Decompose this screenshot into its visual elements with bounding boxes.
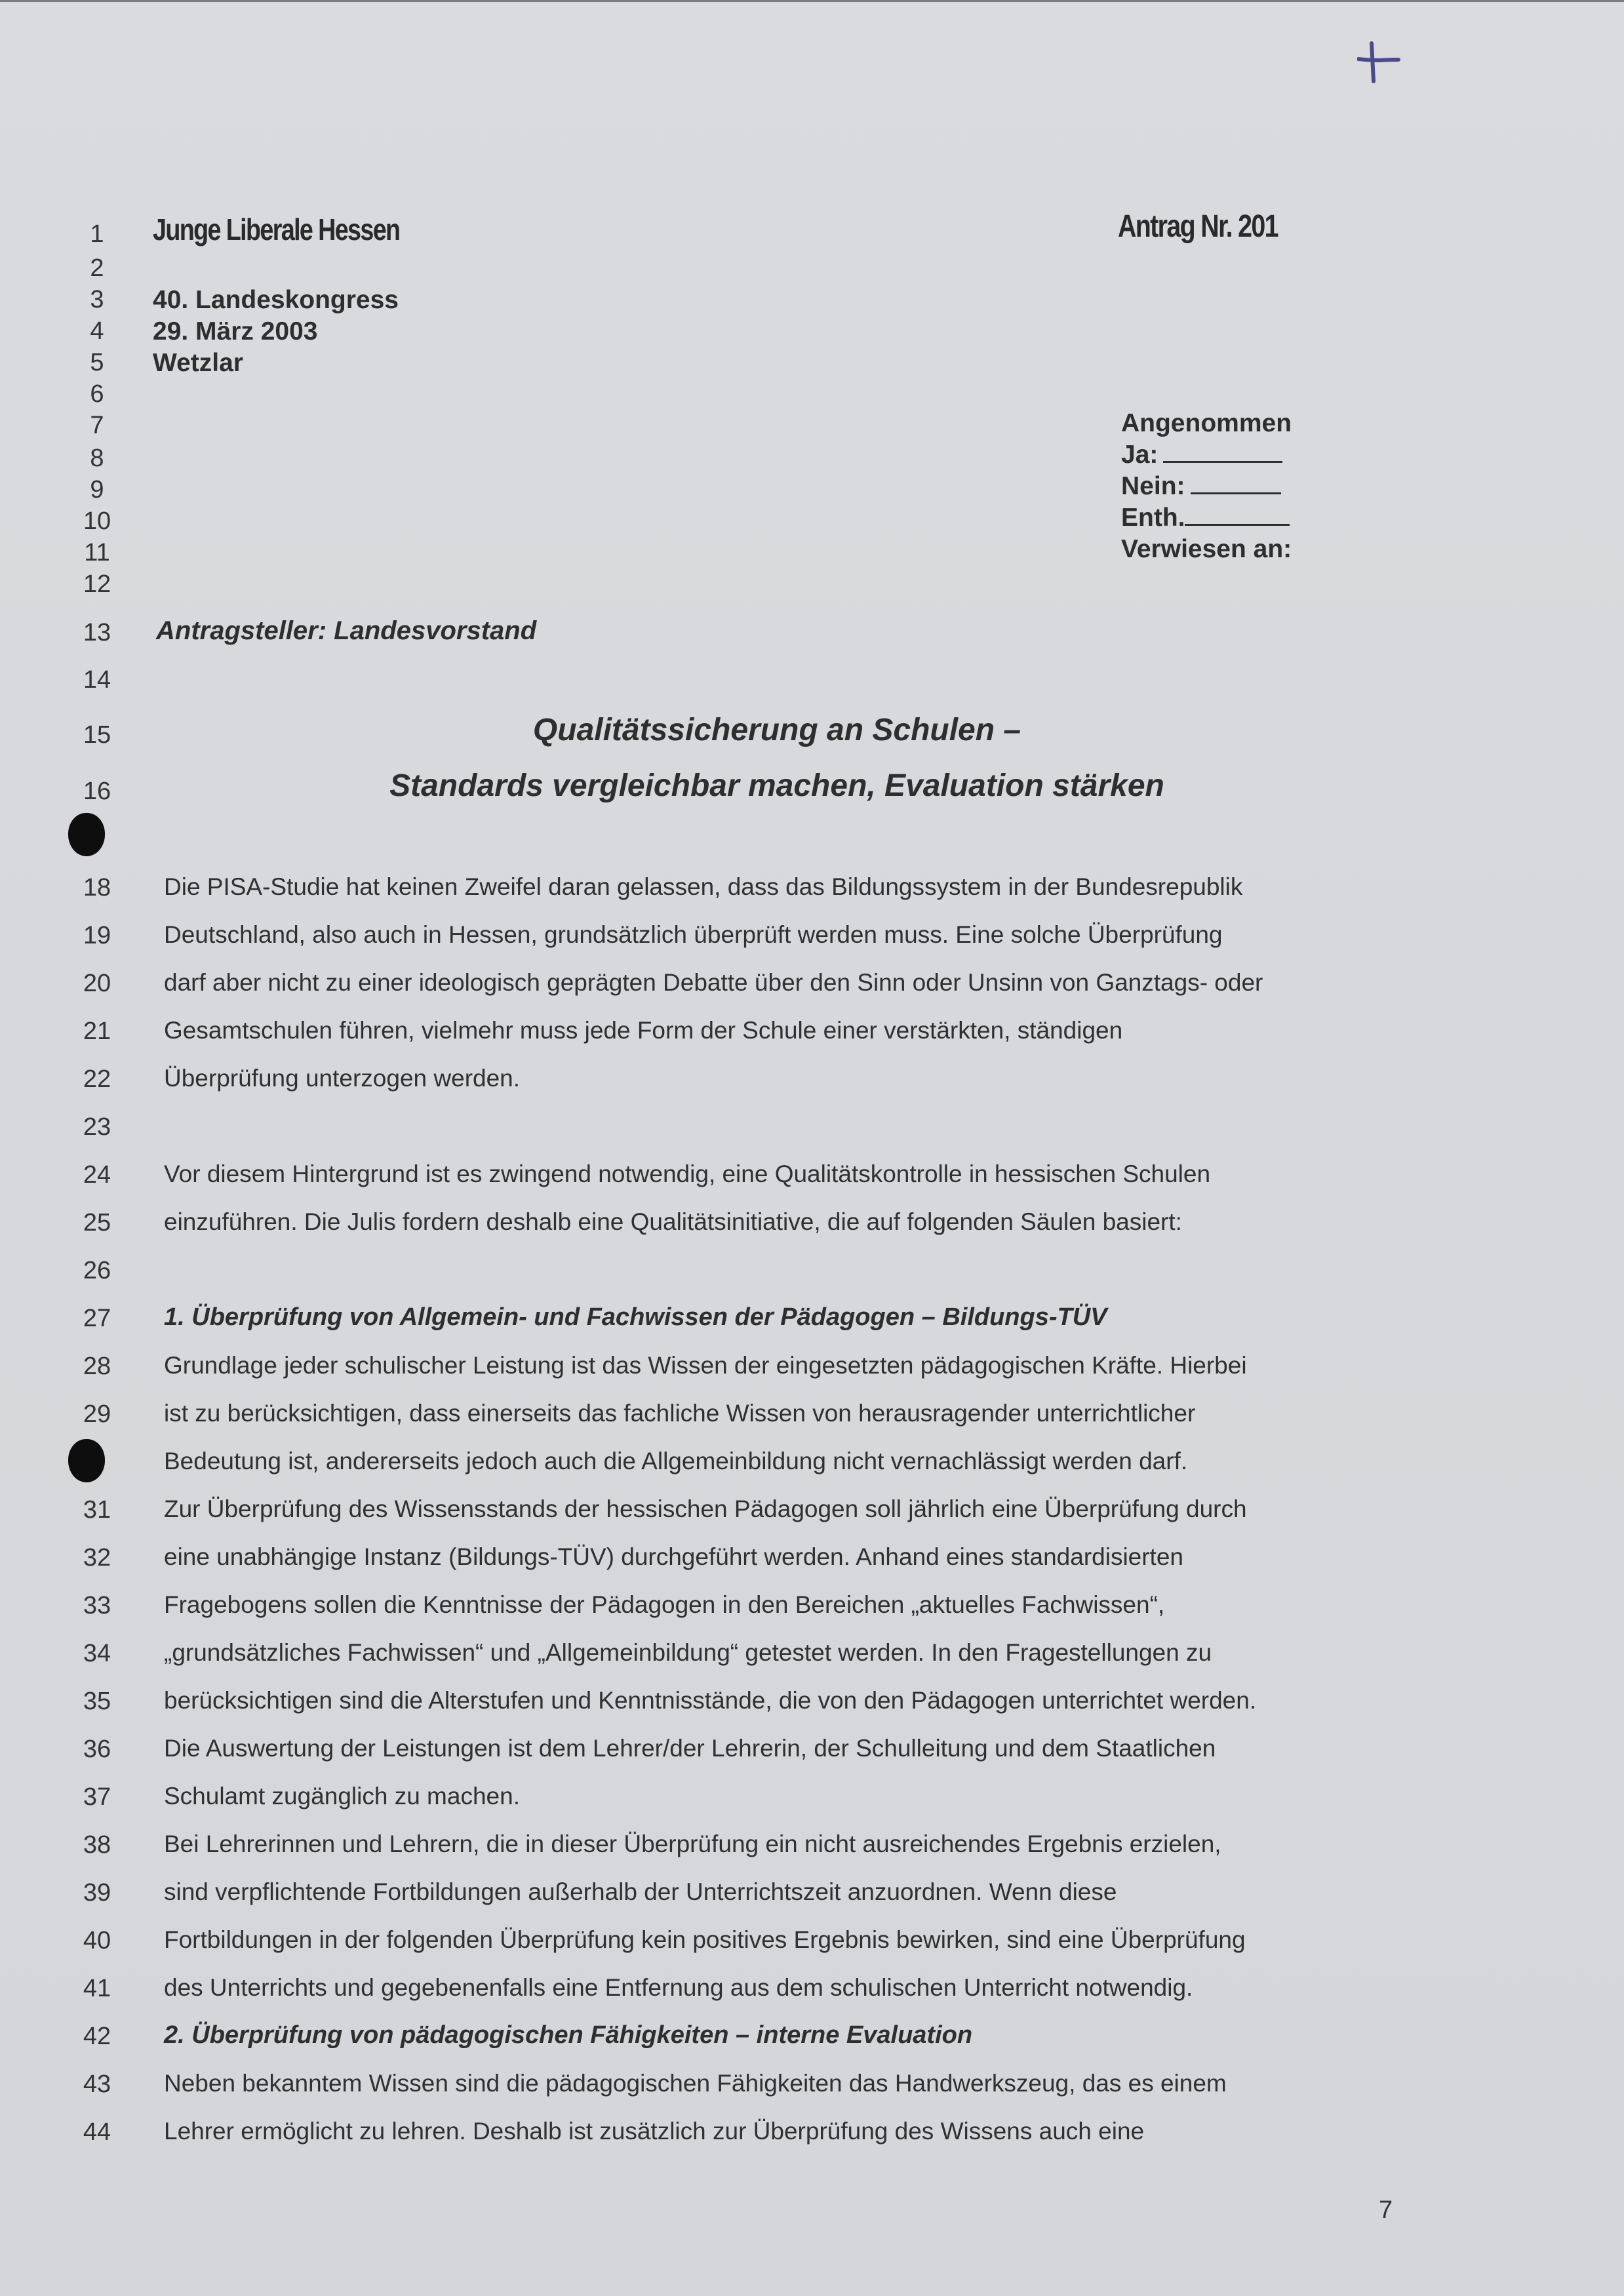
body-line: Bei Lehrerinnen und Lehrern, die in dieser Überprüfung ein nicht ausreichendes Ergebnis erzielen,	[164, 1831, 1221, 1857]
line-number: 34	[83, 1640, 111, 1667]
line-number: 31	[83, 1496, 111, 1524]
line-number: 35	[83, 1688, 111, 1715]
punch-hole	[68, 813, 105, 856]
line-number: 25	[83, 1209, 111, 1237]
vote-yes-field[interactable]	[1163, 441, 1282, 463]
body-line: Vor diesem Hintergrund ist es zwingend notwendig, eine Qualitätskontrolle in hessischen Schulen	[164, 1160, 1211, 1187]
line-number: 40	[83, 1927, 111, 1954]
page-number: 7	[1379, 2196, 1393, 2224]
line-number: 41	[83, 1975, 111, 2002]
line-number: 20	[83, 970, 111, 997]
line-number: 21	[83, 1018, 111, 1045]
line-number: 32	[83, 1544, 111, 1572]
line-number: 39	[83, 1879, 111, 1907]
line-number: 16	[83, 778, 111, 805]
line-number: 28	[83, 1353, 111, 1380]
motion-title-line2: Standards vergleichbar machen, Evaluation stärken	[389, 768, 1164, 803]
line-number: 6	[90, 380, 104, 408]
body-line: sind verpflichtende Fortbildungen außerhalb der Unterrichtszeit anzuordnen. Wenn diese	[164, 1878, 1117, 1905]
body-line: ist zu berücksichtigen, dass einerseits das fachliche Wissen von herausragender unterrichtlicher	[164, 1400, 1196, 1427]
line-number: 37	[83, 1783, 111, 1811]
section-heading-2: 2. Überprüfung von pädagogischen Fähigkeiten – interne Evaluation	[164, 2021, 973, 2049]
body-line: Bedeutung ist, andererseits jedoch auch die Allgemeinbildung nicht vernachlässigt werden darf.	[164, 1448, 1188, 1475]
line-number: 5	[90, 349, 104, 376]
vote-yes-row	[1121, 441, 1282, 469]
body-line: berücksichtigen sind die Alterstufen und Kenntnisstände, die von den Pädagogen unterrichtet werden.	[164, 1687, 1257, 1714]
line-number: 29	[83, 1400, 111, 1428]
applicant: Antragsteller: Landesvorstand	[156, 616, 537, 645]
body-line: Deutschland, also auch in Hessen, grundsätzlich überprüft werden muss. Eine solche Überprüfung	[164, 921, 1223, 948]
punch-hole	[68, 1439, 105, 1482]
line-number: 43	[83, 2070, 111, 2098]
body-line: Zur Überprüfung des Wissensstands der hessischen Pädagogen soll jährlich eine Überprüfung durch	[164, 1495, 1247, 1522]
vote-no-row	[1121, 472, 1281, 501]
vote-accepted-label: Angenommen	[1121, 409, 1292, 437]
line-number: 11	[84, 539, 110, 566]
body-line: eine unabhängige Instanz (Bildungs-TÜV) durchgeführt werden. Anhand eines standardisierten	[164, 1543, 1183, 1570]
body-line: „grundsätzliches Fachwissen“ und „Allgemeinbildung“ getestet werden. In den Fragestellungen zu	[164, 1639, 1212, 1666]
body-line: einzuführen. Die Julis fordern deshalb eine Qualitätsinitiative, die auf folgenden Säulen basiert:	[164, 1208, 1182, 1235]
line-number: 42	[83, 2023, 111, 2050]
congress-date: 29. März 2003	[153, 317, 318, 346]
congress-location: Wetzlar	[153, 349, 243, 377]
body-line: Grundlage jeder schulischer Leistung ist das Wissen der eingesetzten pädagogischen Kräfte. Hierbei	[164, 1352, 1247, 1379]
body-line: Lehrer ermöglicht zu lehren. Deshalb ist zusätzlich zur Überprüfung des Wissens auch eine	[164, 2118, 1145, 2145]
body-line: Die Auswertung der Leistungen ist dem Lehrer/der Lehrerin, der Schulleitung und dem Staatlichen	[164, 1735, 1216, 1762]
handwritten-cross-icon	[1357, 41, 1403, 87]
line-number: 2	[90, 254, 104, 282]
body-line: Fragebogens sollen die Kenntnisse der Pädagogen in den Bereichen „aktuelles Fachwissen“,	[164, 1591, 1165, 1618]
line-number: 7	[90, 412, 104, 439]
line-number: 19	[83, 922, 111, 949]
line-number: 1	[90, 220, 104, 248]
line-number: 33	[83, 1592, 111, 1619]
line-number: 18	[83, 874, 111, 901]
motion-number: Antrag Nr. 201	[1118, 209, 1278, 244]
body-line: Die PISA-Studie hat keinen Zweifel daran gelassen, dass das Bildungssystem in der Bundesrepublik	[164, 873, 1243, 900]
body-line: des Unterrichts und gegebenenfalls eine Entfernung aus dem schulischen Unterricht notwendig.	[164, 1974, 1193, 2001]
motion-title-line1: Qualitätssicherung an Schulen –	[532, 713, 1021, 747]
line-number: 23	[83, 1113, 111, 1141]
congress-name: 40. Landeskongress	[153, 286, 399, 314]
line-number: 10	[83, 507, 111, 535]
line-number: 22	[83, 1065, 111, 1093]
body-line: Gesamtschulen führen, vielmehr muss jede Form der Schule einer verstärkten, ständigen	[164, 1017, 1123, 1044]
vote-abstain-label: Enth.	[1121, 504, 1185, 532]
body-line: Schulamt zugänglich zu machen.	[164, 1783, 520, 1810]
body-line: Überprüfung unterzogen werden.	[164, 1065, 521, 1092]
vote-no-field[interactable]	[1191, 473, 1281, 494]
vote-abstain-row	[1121, 504, 1290, 532]
vote-no-label: Nein:	[1121, 472, 1185, 500]
body-line: Fortbildungen in der folgenden Überprüfung kein positives Ergebnis bewirken, sind eine Überprüfung	[164, 1926, 1246, 1953]
line-number: 15	[83, 721, 111, 749]
section-heading-1: 1. Überprüfung von Allgemein- und Fachwissen der Pädagogen – Bildungs-TÜV	[164, 1303, 1107, 1331]
line-number: 3	[90, 286, 104, 313]
line-number: 24	[83, 1161, 111, 1189]
line-number: 12	[83, 570, 111, 598]
line-number: 13	[83, 619, 111, 646]
scan-edge	[0, 0, 1624, 2]
vote-yes-label: Ja:	[1121, 441, 1159, 469]
line-number: 36	[83, 1735, 111, 1763]
line-number: 14	[83, 666, 111, 694]
vote-abstain-field[interactable]	[1185, 504, 1290, 526]
line-number: 4	[90, 317, 104, 345]
vote-referred-label: Verwiesen an:	[1121, 535, 1292, 563]
line-number: 26	[83, 1257, 111, 1284]
line-number: 38	[83, 1831, 111, 1859]
body-line: darf aber nicht zu einer ideologisch geprägten Debatte über den Sinn oder Unsinn von Ganztags- oder	[164, 969, 1263, 996]
body-line: Neben bekanntem Wissen sind die pädagogischen Fähigkeiten das Handwerkszeug, das es einem	[164, 2070, 1227, 2097]
line-number: 9	[90, 476, 104, 504]
line-number: 8	[90, 445, 104, 472]
organization-name: Junge Liberale Hessen	[153, 212, 400, 247]
line-number: 27	[83, 1305, 111, 1332]
line-number: 44	[83, 2118, 111, 2146]
